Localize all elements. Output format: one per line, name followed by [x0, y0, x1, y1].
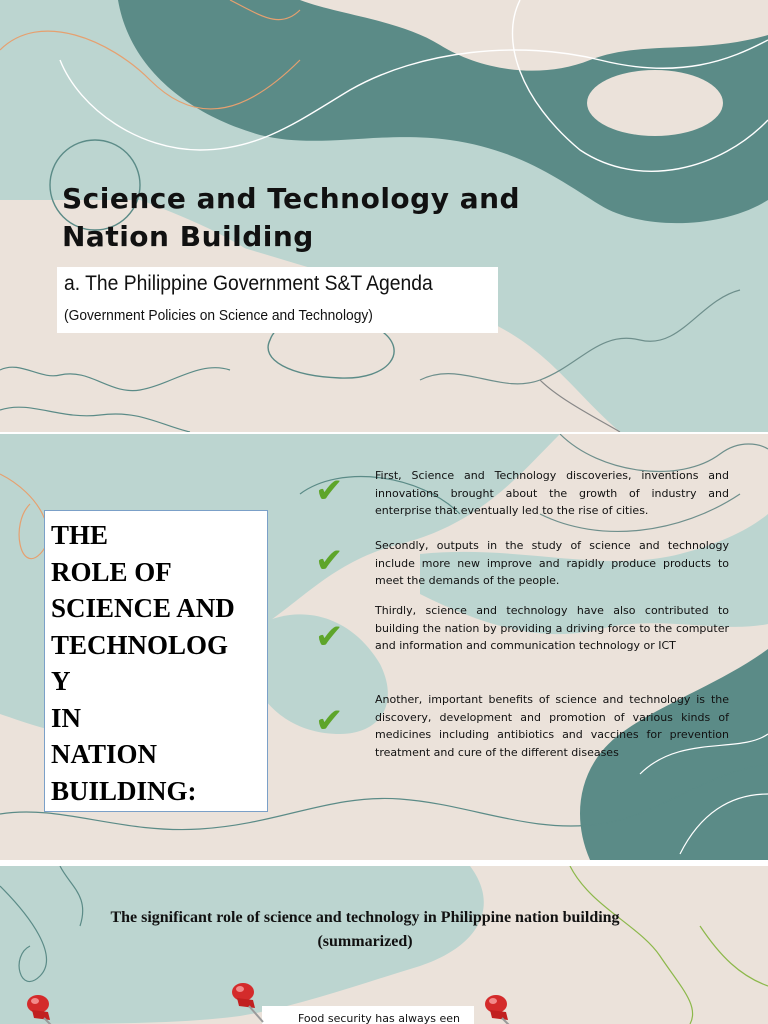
checkmark-icon: ✔	[315, 471, 344, 511]
heading-line: SCIENCE AND	[51, 593, 235, 623]
bullet-point: Secondly, outputs in the study of science and technology include more new improve and rapidly produce products to meet the demands of the people.	[375, 539, 729, 587]
slide-title	[0, 0, 768, 432]
red-pushpin-icon	[478, 990, 520, 1024]
subtitle-note: (Government Policies on Science and Technology)	[64, 307, 373, 324]
bullet-point: Thirdly, science and technology have also contributed to building the nation by providing a driving force to the computer and information and communication technology or ICT	[375, 604, 729, 652]
checkmark-icon: ✔	[315, 617, 344, 657]
checkmark-icon: ✔	[315, 701, 344, 741]
subtitle: a. The Philippine Government S&T Agenda	[64, 272, 433, 295]
role-heading	[51, 517, 235, 809]
presentation-title	[62, 180, 520, 256]
food-security-card	[262, 1006, 474, 1024]
red-pushpin-icon	[225, 978, 267, 1024]
subtitle-box	[57, 267, 498, 333]
card-text: Food security has always een	[298, 1012, 461, 1024]
heading-line: THE	[51, 520, 109, 550]
bullet-point: First, Science and Technology discoveries, inventions and innovations brought about the growth of industry and enterprise that eventually led to the rise of cities.	[375, 469, 729, 517]
summary-title: The significant role of science and technology in Philippine nation building (summarized)	[110, 909, 620, 950]
role-heading-box	[44, 510, 268, 812]
title-line-2: Nation Building	[62, 220, 314, 253]
checkmark-icon: ✔	[315, 541, 344, 581]
heading-line: ROLE OF	[51, 556, 172, 587]
heading-line: BUILDING:	[51, 775, 197, 806]
heading-line: TECHNOLOG	[51, 629, 229, 660]
title-line-1: Science and Technology and	[62, 182, 521, 215]
heading-line: IN	[51, 702, 82, 733]
slide-role	[0, 434, 768, 860]
heading-line: Y	[51, 666, 71, 696]
slide-summary	[0, 866, 768, 1024]
bullet-point: Another, important benefits of science and technology is the discovery, development and promotion of various kinds of medicines including antibiotics and vaccines for prevention treatment and cure of the different diseases	[375, 693, 729, 759]
heading-line: NATION	[51, 739, 158, 769]
red-pushpin-icon	[20, 990, 62, 1024]
